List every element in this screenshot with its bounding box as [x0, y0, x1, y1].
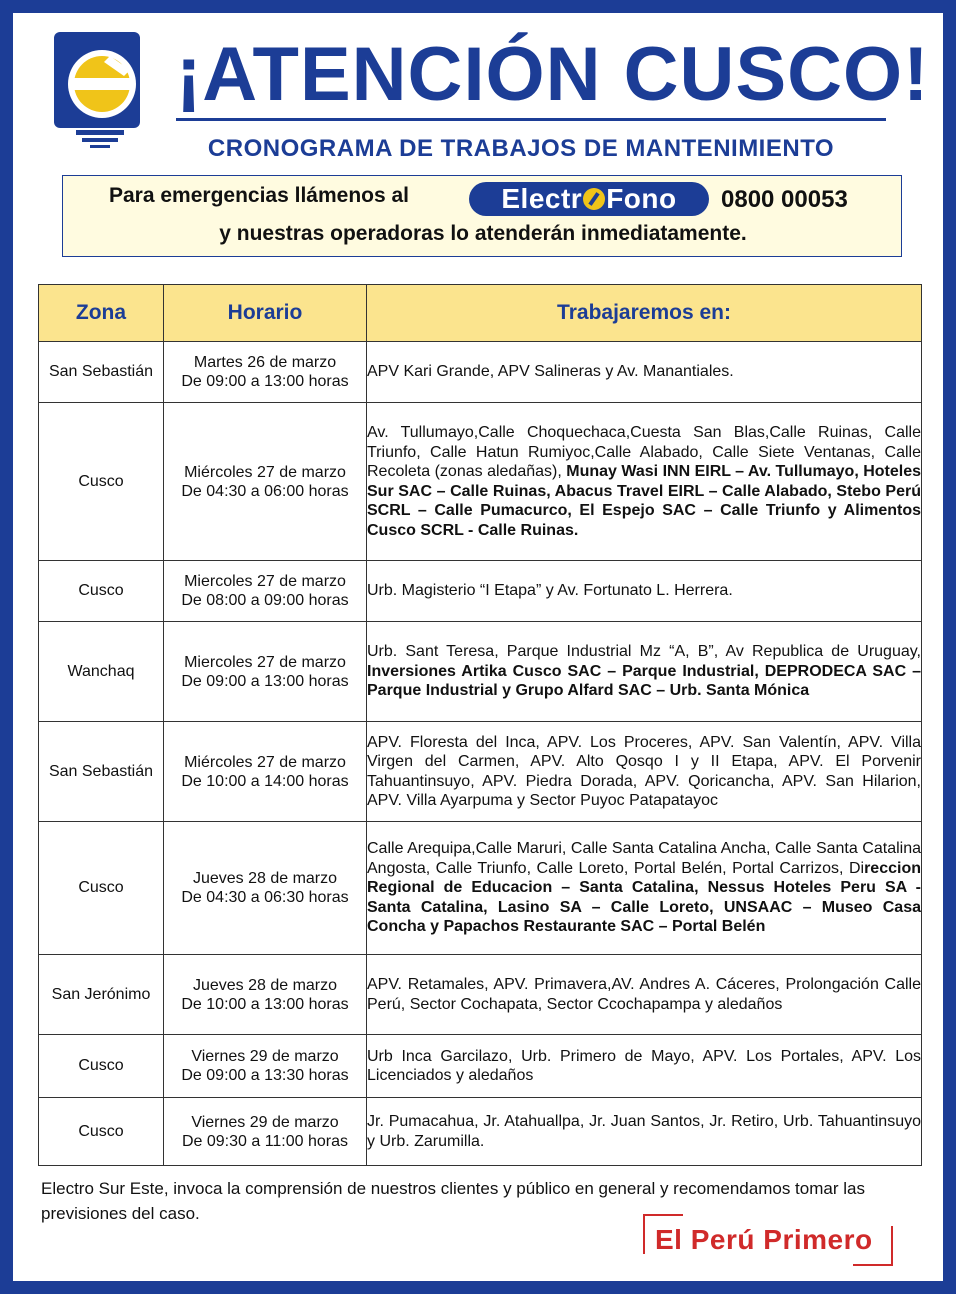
time-cell	[164, 1035, 367, 1098]
location-cell	[367, 342, 922, 403]
column-header-trabajaremos: Trabajaremos en:	[367, 285, 922, 342]
places-text: APV Kari Grande, APV Salineras y Av. Manantiales.	[367, 363, 734, 381]
table-row	[39, 722, 922, 822]
table-header-row	[39, 285, 922, 342]
places-text: Jr. Pumacahua, Jr. Atahuallpa, Jr. Juan Santos, Jr. Retiro, Urb. Tahuantinsuyo y Urb. Zarumilla.	[367, 1113, 921, 1150]
slogan-bracket-bottom	[853, 1264, 893, 1266]
table-row	[39, 822, 922, 955]
page-subtitle: CRONOGRAMA DE TRABAJOS DE MANTENIMIENTO	[207, 135, 835, 162]
time-cell	[164, 822, 367, 955]
zone-cell: Cusco	[39, 822, 164, 955]
hours-text: De 09:00 a 13:00 horas	[181, 373, 349, 390]
hours-text: De 10:00 a 14:00 horas	[181, 772, 349, 790]
electrofono-brand-part1: Electr	[501, 183, 583, 214]
slogan-bracket-left	[643, 1214, 645, 1254]
location-cell	[367, 722, 922, 822]
emergency-line2: y nuestras operadoras lo atenderán inmediatamente.	[219, 222, 747, 245]
day-text: Viernes 29 de marzo	[191, 1113, 339, 1131]
places-text: Calle Arequipa,Calle Maruri, Calle Santa Catalina Ancha, Calle Santa Catalina Angosta, Calle Triunfo, Calle Loreto, Portal Belén, Portal Carrizos, Di	[367, 840, 921, 877]
companies-text: Munay Wasi INN EIRL – Av. Tullumayo, Hoteles Sur SAC – Calle Ruinas, Abacus Travel EIRL – Calle Alabado, Stebo Perú SCRL – Calle Pumacurco, El Espejo SAC – Calle Triunfo y Alimentos Cusco SCRL - Calle Ruinas.	[367, 463, 922, 539]
location-cell	[367, 1035, 922, 1098]
companies-text: reccion Regional de Educacion – Santa Catalina, Nessus Hoteles Peru SA - Santa Catalina, Lasino SA – Calle Loreto, UNSAAC – Museo Casa Concha y Papachos Restaurante SAC – Portal Belén	[367, 859, 921, 936]
time-cell	[164, 1098, 367, 1166]
zone-cell: Cusco	[39, 1035, 164, 1098]
location-cell	[367, 622, 922, 722]
time-cell	[164, 561, 367, 622]
slogan-bracket-right	[891, 1226, 893, 1266]
table-row	[39, 622, 922, 722]
hours-text: De 08:00 a 09:00 horas	[181, 592, 349, 609]
electro-sur-este-logo-icon	[52, 30, 144, 150]
day-text: Viernes 29 de marzo	[191, 1048, 339, 1065]
column-header-zona: Zona	[39, 285, 164, 342]
zone-cell: San Jerónimo	[39, 955, 164, 1035]
zone-cell: San Sebastián	[39, 722, 164, 822]
day-text: Martes 26 de marzo	[193, 354, 337, 371]
day-text: Miercoles 27 de marzo	[184, 573, 346, 590]
zone-cell: Cusco	[39, 403, 164, 561]
time-cell	[164, 403, 367, 561]
table-row	[39, 1035, 922, 1098]
places-text: APV. Floresta del Inca, APV. Los Proceres, APV. San Valentín, APV. Villa Virgen del Carmen, APV. Alto Qosqo I y II Etapa, APV. El Porvenir Tahuantinsuyo, APV. Piedra Dorada, APV. Qoricancha, APV. San Hilarion, APV. Villa Ayarpuma y Sector Puyoc Patapatayoc	[367, 733, 921, 809]
electrofono-logo	[469, 182, 709, 216]
day-text: Miércoles 27 de marzo	[184, 463, 346, 481]
day-text: Miercoles 27 de marzo	[184, 653, 346, 671]
location-cell	[367, 403, 922, 561]
electrofono-brand-part2: Fono	[606, 183, 677, 214]
emergency-line1: Para emergencias llámenos al	[109, 184, 409, 207]
zone-cell: San Sebastián	[39, 342, 164, 403]
page-title: ¡ATENCIÓN CUSCO!	[176, 32, 886, 121]
time-cell	[164, 622, 367, 722]
hours-text: De 10:00 a 13:00 horas	[181, 995, 349, 1013]
emergency-box	[62, 175, 902, 257]
places-text: Av. Tullumayo,Calle Choquechaca,Cuesta San Blas,Calle Ruinas, Calle Triunfo, Calle Hatun Rumiyoc,Calle Alabado, Calle Siete Ventanas, Calle Recoleta (zonas aledañas),	[367, 424, 921, 480]
hours-text: De 04:30 a 06:30 horas	[181, 889, 349, 906]
day-text: Jueves 28 de marzo	[192, 976, 338, 994]
emergency-phone: 0800 00053	[721, 186, 848, 213]
companies-text: Inversiones Artika Cusco SAC – Parque Industrial, DEPRODECA SAC – Parque Industrial y Grupo Alfard SAC – Urb. Santa Mónica	[367, 662, 921, 700]
location-cell	[367, 1098, 922, 1166]
places-text: APV. Retamales, APV. Primavera,AV. Andres A. Cáceres, Prolongación Calle Perú, Sector Cochapata, Sector Ccochapampa y aledaños	[367, 976, 921, 1013]
places-text: Urb. Sant Teresa, Parque Industrial Mz “A, B”, Av Republica de Uruguay,	[367, 643, 921, 661]
hours-text: De 09:00 a 13:30 horas	[181, 1067, 349, 1084]
slogan-badge	[643, 1214, 893, 1266]
time-cell	[164, 342, 367, 403]
time-cell	[164, 722, 367, 822]
places-text: Urb Inca Garcilazo, Urb. Primero de Mayo, APV. Los Portales, APV. Los Licenciados y aledaños	[367, 1047, 921, 1084]
hours-text: De 04:30 a 06:00 horas	[181, 482, 349, 500]
footer-note: Electro Sur Este, invoca la comprensión de nuestros clientes y público en general y recomendamos tomar las previsiones del caso.	[41, 1179, 865, 1223]
day-text: Jueves 28 de marzo	[192, 870, 338, 887]
schedule-table	[38, 284, 922, 1166]
day-text: Miércoles 27 de marzo	[184, 753, 346, 771]
table-row	[39, 955, 922, 1035]
table-row	[39, 403, 922, 561]
time-cell	[164, 955, 367, 1035]
slogan-bracket-top	[643, 1214, 683, 1216]
zone-cell: Wanchaq	[39, 622, 164, 722]
phone-o-icon	[583, 188, 605, 210]
zone-cell: Cusco	[39, 1098, 164, 1166]
location-cell	[367, 561, 922, 622]
table-row	[39, 1098, 922, 1166]
table-row	[39, 342, 922, 403]
zone-cell: Cusco	[39, 561, 164, 622]
slogan-text: El Perú Primero	[655, 1224, 873, 1255]
hours-text: De 09:30 a 11:00 horas	[181, 1132, 349, 1150]
location-cell	[367, 955, 922, 1035]
hours-text: De 09:00 a 13:00 horas	[181, 672, 349, 690]
table-row	[39, 561, 922, 622]
column-header-horario: Horario	[164, 285, 367, 342]
location-cell	[367, 822, 922, 955]
places-text: Urb. Magisterio “I Etapa” y Av. Fortunato L. Herrera.	[367, 582, 733, 600]
